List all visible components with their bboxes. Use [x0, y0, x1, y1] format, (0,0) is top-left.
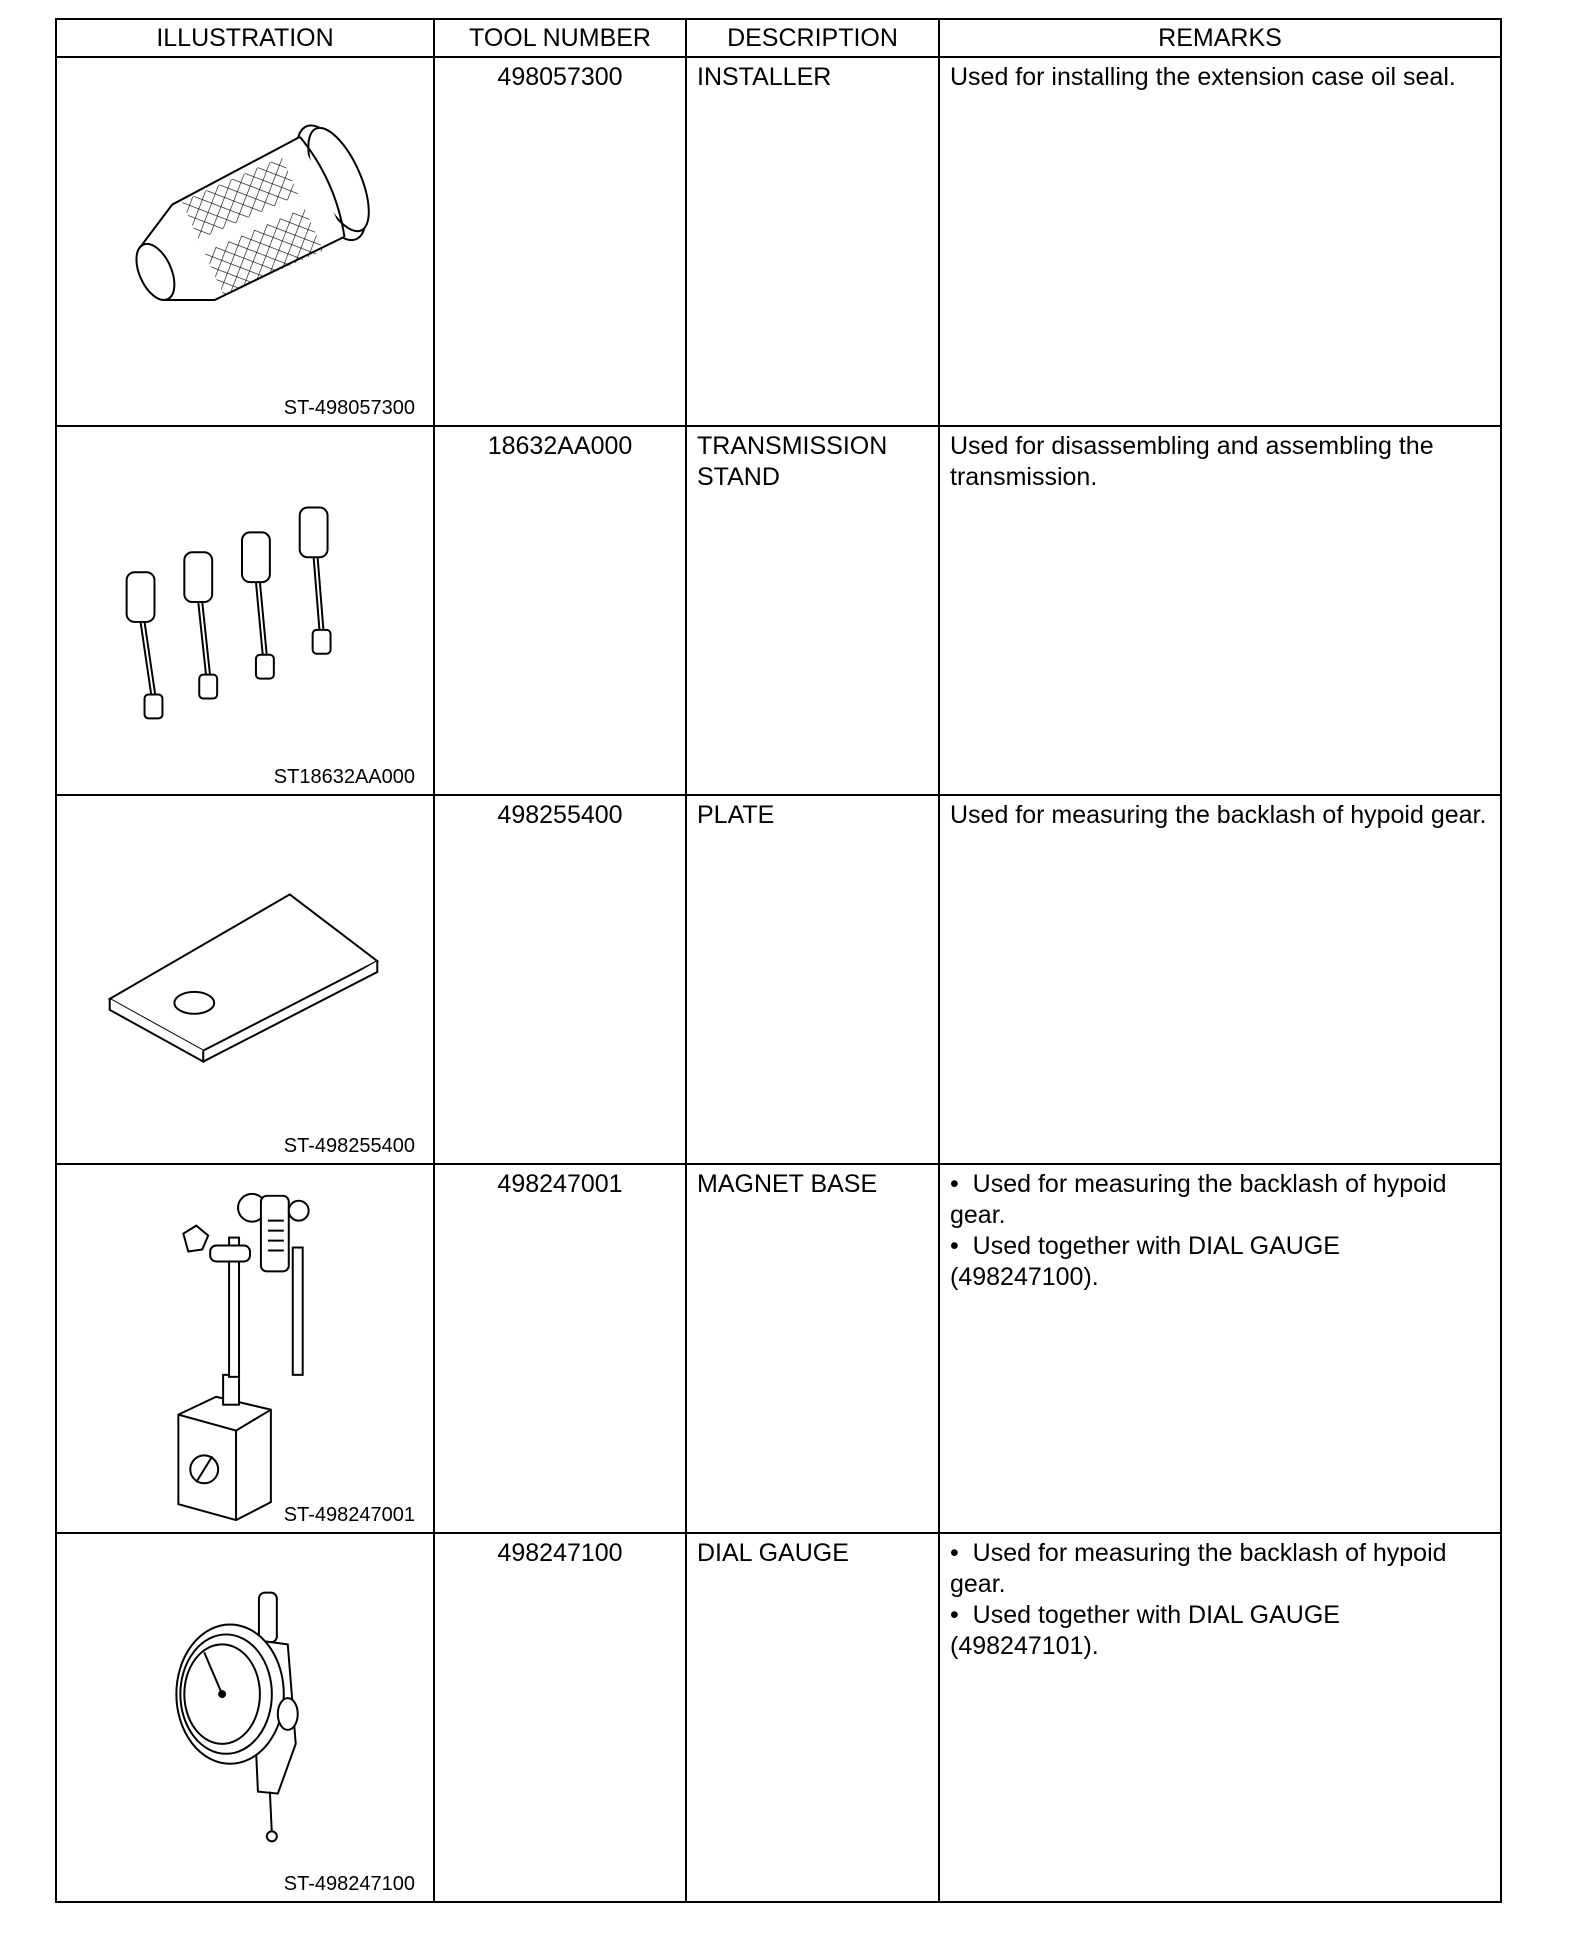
description: PLATE [686, 795, 939, 1164]
magnet-base-illustration [57, 1165, 433, 1531]
description: TRANSMISSION STAND [686, 426, 939, 795]
installer-illustration [57, 58, 433, 424]
table-row [56, 1164, 1501, 1533]
remark-text: Used for disassembling and assembling the transmission. [950, 432, 1434, 491]
illustration-cell [56, 1164, 434, 1533]
table-row [56, 795, 1501, 1164]
illustration-cell [56, 426, 434, 795]
plate-illustration [57, 796, 433, 1162]
description: MAGNET BASE [686, 1164, 939, 1533]
remarks [939, 57, 1501, 426]
illustration-ref: ST-498255400 [283, 1135, 415, 1157]
illustration-ref: ST18632AA000 [273, 766, 415, 788]
remark-text: Used for measuring the backlash of hypoid gear. [950, 801, 1487, 829]
tool-number: 498255400 [434, 795, 686, 1164]
description: INSTALLER [686, 57, 939, 426]
illustration-cell [56, 57, 434, 426]
illustration-cell [56, 795, 434, 1164]
tool-number: 498057300 [434, 57, 686, 426]
remark-bullet: • Used together with DIAL GAUGE (498247100). [950, 1231, 1490, 1293]
header-remarks: REMARKS [939, 19, 1501, 57]
illustration-ref: ST-498247100 [283, 1873, 415, 1895]
illustration-cell [56, 1533, 434, 1902]
table-row [56, 1533, 1501, 1902]
header-description: DESCRIPTION [686, 19, 939, 57]
remark-bullet: • Used for measuring the backlash of hypoid gear. [950, 1538, 1490, 1600]
table-row [56, 426, 1501, 795]
illustration-ref: ST-498057300 [283, 397, 415, 419]
remarks [939, 795, 1501, 1164]
illustration-ref: ST-498247001 [283, 1504, 415, 1526]
header-illustration: ILLUSTRATION [56, 19, 434, 57]
remarks [939, 1533, 1501, 1902]
remarks [939, 1164, 1501, 1533]
description: DIAL GAUGE [686, 1533, 939, 1902]
table-row [56, 57, 1501, 426]
header-row [56, 19, 1501, 57]
header-tool-number: TOOL NUMBER [434, 19, 686, 57]
tool-number: 498247100 [434, 1533, 686, 1902]
tool-number: 18632AA000 [434, 426, 686, 795]
special-tools-table [55, 18, 1502, 1903]
remark-bullet: • Used together with DIAL GAUGE (498247101). [950, 1600, 1490, 1662]
tool-number: 498247001 [434, 1164, 686, 1533]
remarks [939, 426, 1501, 795]
transmission-stand-illustration [57, 427, 433, 793]
remark-bullet: • Used for measuring the backlash of hypoid gear. [950, 1169, 1490, 1231]
remark-text: Used for installing the extension case oil seal. [950, 63, 1456, 91]
dial-gauge-illustration [57, 1534, 433, 1900]
